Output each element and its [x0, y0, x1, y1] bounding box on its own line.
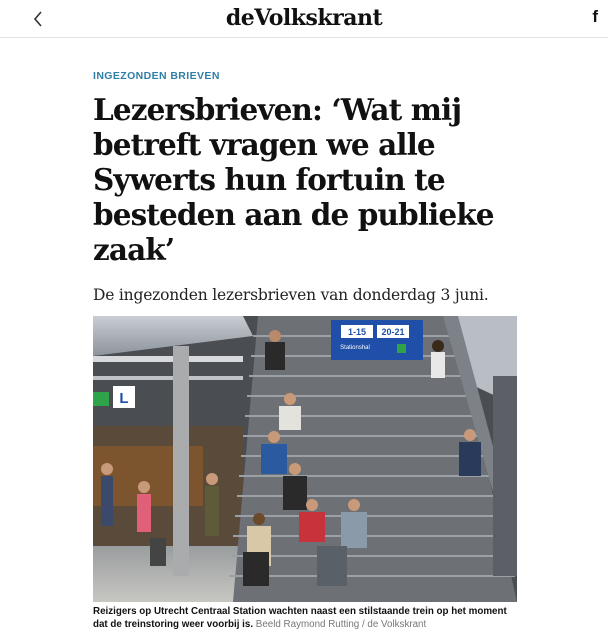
article-headline: Lezersbrieven: ‘Wat mij betreft vragen we alle Sywerts hun fortuin te besteden aan de publieke zaak’ — [93, 92, 494, 267]
section-label[interactable]: INGEZONDEN BRIEVEN — [93, 70, 220, 82]
top-bar — [0, 0, 608, 38]
article-photo[interactable] — [93, 316, 517, 602]
article — [93, 64, 523, 332]
sign-platforms-right: 20-21 — [381, 327, 405, 337]
photo-credit: Beeld Raymond Rutting / de Volkskrant — [255, 619, 427, 630]
caption-text: Reizigers op Utrecht Centraal Station wachten naast een stilstaande trein op het moment dat de treinstoring weer voorbij is. — [93, 606, 507, 630]
sign-stationshal: Stationshal — [340, 345, 370, 351]
facebook-icon: f — [592, 7, 598, 26]
site-logo[interactable]: deVolkskrant — [225, 5, 383, 31]
svg-text:L: L — [119, 390, 129, 407]
article-lead: De ingezonden lezersbrieven van donderdag 3 juni. — [93, 286, 489, 304]
sign-platforms-left: 1-15 — [347, 327, 367, 337]
station-photo-illustration — [93, 316, 517, 602]
photo-caption — [93, 605, 517, 631]
facebook-share-button[interactable] — [592, 7, 598, 27]
